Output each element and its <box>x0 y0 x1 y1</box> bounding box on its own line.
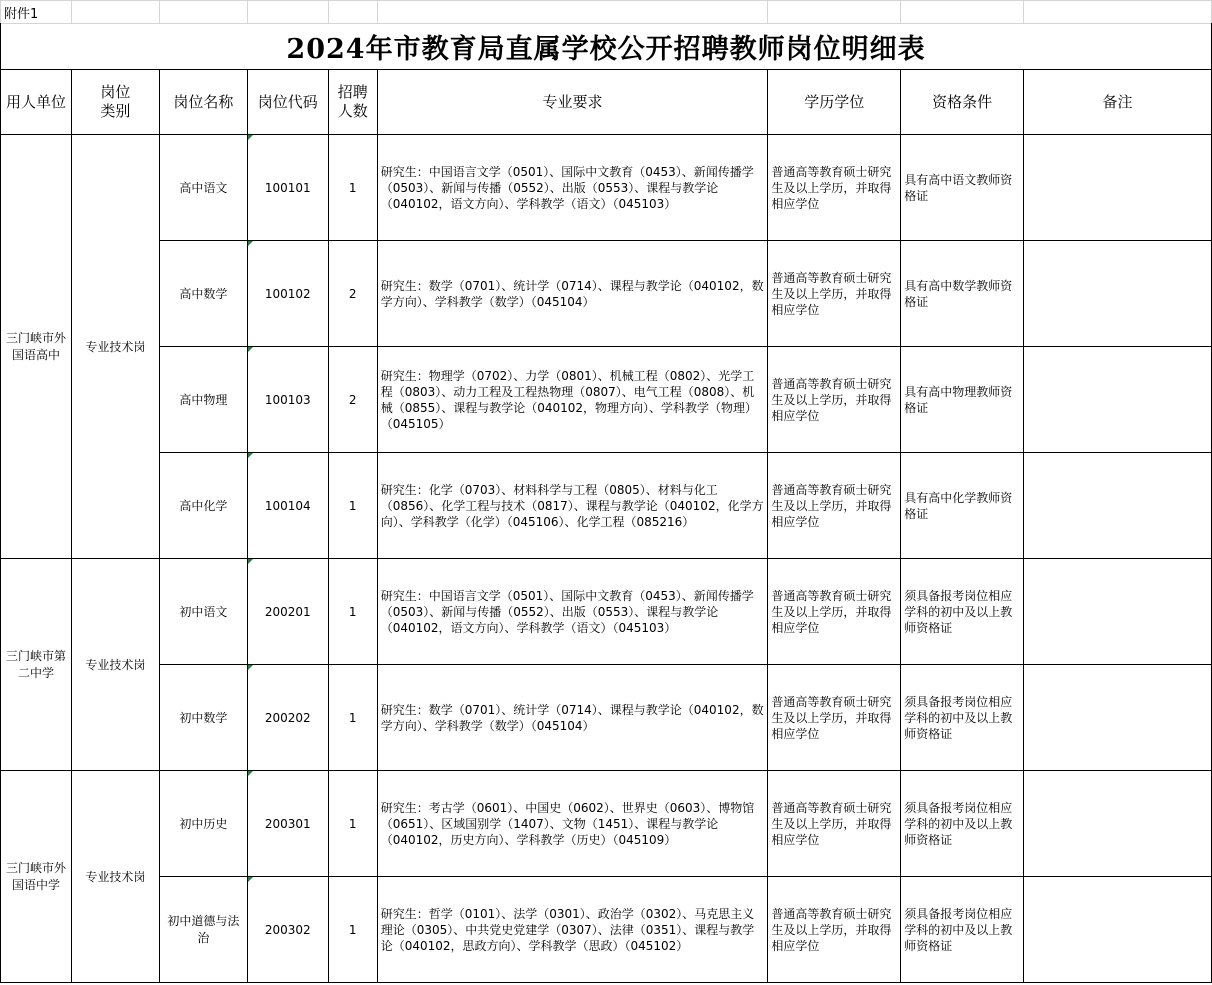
header-education[interactable]: 学历学位 <box>768 70 901 135</box>
unit-cell[interactable]: 三门峡市外国语高中 <box>1 135 72 559</box>
header-remarks[interactable]: 备注 <box>1024 70 1212 135</box>
education-cell[interactable]: 普通高等教育硕士研究生及以上学历，并取得相应学位 <box>768 135 901 241</box>
attachment-label[interactable]: 附件1 <box>1 1 72 24</box>
count-cell[interactable]: 1 <box>328 559 377 665</box>
count-cell[interactable]: 2 <box>328 241 377 347</box>
table-row <box>1 877 1212 983</box>
code-cell[interactable]: 200202 <box>247 665 328 771</box>
empty-cell[interactable] <box>71 1 159 24</box>
position-cell[interactable]: 初中道德与法治 <box>159 877 247 983</box>
empty-cell[interactable] <box>159 1 247 24</box>
major-cell[interactable]: 研究生：考古学（0601）、中国史（0602）、世界史（0603）、博物馆（0651）、区域国别学（1407）、文物（1451）、课程与教学论（040102，历史方向）、学科教学（历史）（045109） <box>377 771 768 877</box>
position-cell[interactable]: 高中语文 <box>159 135 247 241</box>
empty-cell[interactable] <box>768 1 901 24</box>
qualification-cell[interactable]: 须具备报考岗位相应学科的初中及以上教师资格证 <box>901 665 1024 771</box>
position-cell[interactable]: 高中物理 <box>159 347 247 453</box>
empty-cell[interactable] <box>247 1 328 24</box>
major-cell[interactable]: 研究生：数学（0701）、统计学（0714）、课程与教学论（040102，数学方向）、学科教学（数学）（045104） <box>377 241 768 347</box>
table-row <box>1 771 1212 877</box>
qualification-cell[interactable]: 具有高中化学教师资格证 <box>901 453 1024 559</box>
major-cell[interactable]: 研究生：数学（0701）、统计学（0714）、课程与教学论（040102，数学方向）、学科教学（数学）（045104） <box>377 665 768 771</box>
position-cell[interactable]: 初中历史 <box>159 771 247 877</box>
remarks-cell[interactable] <box>1024 453 1212 559</box>
code-cell[interactable]: 100102 <box>247 241 328 347</box>
remarks-cell[interactable] <box>1024 877 1212 983</box>
qualification-cell[interactable]: 具有高中语文教师资格证 <box>901 135 1024 241</box>
header-row <box>1 70 1212 135</box>
header-category[interactable]: 岗位 类别 <box>71 70 159 135</box>
remarks-cell[interactable] <box>1024 241 1212 347</box>
count-cell[interactable]: 1 <box>328 453 377 559</box>
empty-cell[interactable] <box>377 1 768 24</box>
count-cell[interactable]: 1 <box>328 135 377 241</box>
table-row <box>1 665 1212 771</box>
category-cell[interactable]: 专业技术岗 <box>71 771 159 983</box>
header-unit[interactable]: 用人单位 <box>1 70 72 135</box>
education-cell[interactable]: 普通高等教育硕士研究生及以上学历，并取得相应学位 <box>768 559 901 665</box>
remarks-cell[interactable] <box>1024 135 1212 241</box>
count-cell[interactable]: 1 <box>328 877 377 983</box>
unit-cell[interactable]: 三门峡市外国语中学 <box>1 771 72 983</box>
empty-cell[interactable] <box>1024 1 1212 24</box>
category-cell[interactable]: 专业技术岗 <box>71 135 159 559</box>
remarks-cell[interactable] <box>1024 559 1212 665</box>
education-cell[interactable]: 普通高等教育硕士研究生及以上学历，并取得相应学位 <box>768 771 901 877</box>
sheet-grid-top <box>0 0 1212 24</box>
count-cell[interactable]: 2 <box>328 347 377 453</box>
major-cell[interactable]: 研究生：物理学（0702）、力学（0801）、机械工程（0802）、光学工程（0803）、动力工程及工程热物理（0807）、电气工程（0808）、机械（0855）、课程与教学论（040102，物理方向）、学科教学（物理）（045105） <box>377 347 768 453</box>
table-row <box>1 453 1212 559</box>
empty-cell[interactable] <box>328 1 377 24</box>
qualification-cell[interactable]: 具有高中物理教师资格证 <box>901 347 1024 453</box>
recruitment-table <box>0 23 1212 983</box>
code-cell[interactable]: 100104 <box>247 453 328 559</box>
position-cell[interactable]: 高中化学 <box>159 453 247 559</box>
header-qualification[interactable]: 资格条件 <box>901 70 1024 135</box>
table-row <box>1 241 1212 347</box>
table-row <box>1 135 1212 241</box>
position-cell[interactable]: 高中数学 <box>159 241 247 347</box>
education-cell[interactable]: 普通高等教育硕士研究生及以上学历，并取得相应学位 <box>768 453 901 559</box>
major-cell[interactable]: 研究生：中国语言文学（0501）、国际中文教育（0453）、新闻传播学（0503）、新闻与传播（0552）、出版（0553）、课程与教学论（040102，语文方向）、学科教学（语文）（045103） <box>377 559 768 665</box>
header-major[interactable]: 专业要求 <box>377 70 768 135</box>
code-cell[interactable]: 200301 <box>247 771 328 877</box>
qualification-cell[interactable]: 须具备报考岗位相应学科的初中及以上教师资格证 <box>901 771 1024 877</box>
header-count[interactable]: 招聘 人数 <box>328 70 377 135</box>
major-cell[interactable]: 研究生：化学（0703）、材料科学与工程（0805）、材料与化工（0856）、化学工程与技术（0817）、课程与教学论（040102，化学方向）、学科教学（化学）（045106）、化学工程（085216） <box>377 453 768 559</box>
count-cell[interactable]: 1 <box>328 665 377 771</box>
education-cell[interactable]: 普通高等教育硕士研究生及以上学历，并取得相应学位 <box>768 877 901 983</box>
education-cell[interactable]: 普通高等教育硕士研究生及以上学历，并取得相应学位 <box>768 241 901 347</box>
header-position[interactable]: 岗位名称 <box>159 70 247 135</box>
page-title[interactable]: 2024年市教育局直属学校公开招聘教师岗位明细表 <box>1 23 1212 70</box>
code-cell[interactable]: 100103 <box>247 347 328 453</box>
unit-cell[interactable]: 三门峡市第二中学 <box>1 559 72 771</box>
qualification-cell[interactable]: 具有高中数学教师资格证 <box>901 241 1024 347</box>
major-cell[interactable]: 研究生：哲学（0101）、法学（0301）、政治学（0302）、马克思主义理论（0305）、中共党史党建学（0307）、法律（0351）、课程与教学论（040102，思政方向）、学科教学（思政）（045102） <box>377 877 768 983</box>
empty-cell[interactable] <box>901 1 1024 24</box>
education-cell[interactable]: 普通高等教育硕士研究生及以上学历，并取得相应学位 <box>768 665 901 771</box>
category-cell[interactable]: 专业技术岗 <box>71 559 159 771</box>
position-cell[interactable]: 初中语文 <box>159 559 247 665</box>
qualification-cell[interactable]: 须具备报考岗位相应学科的初中及以上教师资格证 <box>901 877 1024 983</box>
remarks-cell[interactable] <box>1024 347 1212 453</box>
remarks-cell[interactable] <box>1024 665 1212 771</box>
code-cell[interactable]: 100101 <box>247 135 328 241</box>
remarks-cell[interactable] <box>1024 771 1212 877</box>
education-cell[interactable]: 普通高等教育硕士研究生及以上学历，并取得相应学位 <box>768 347 901 453</box>
header-code[interactable]: 岗位代码 <box>247 70 328 135</box>
major-cell[interactable]: 研究生：中国语言文学（0501）、国际中文教育（0453）、新闻传播学（0503）、新闻与传播（0552）、出版（0553）、课程与教学论（040102，语文方向）、学科教学（语文）（045103） <box>377 135 768 241</box>
table-row <box>1 559 1212 665</box>
qualification-cell[interactable]: 须具备报考岗位相应学科的初中及以上教师资格证 <box>901 559 1024 665</box>
count-cell[interactable]: 1 <box>328 771 377 877</box>
code-cell[interactable]: 200302 <box>247 877 328 983</box>
table-row <box>1 347 1212 453</box>
code-cell[interactable]: 200201 <box>247 559 328 665</box>
position-cell[interactable]: 初中数学 <box>159 665 247 771</box>
